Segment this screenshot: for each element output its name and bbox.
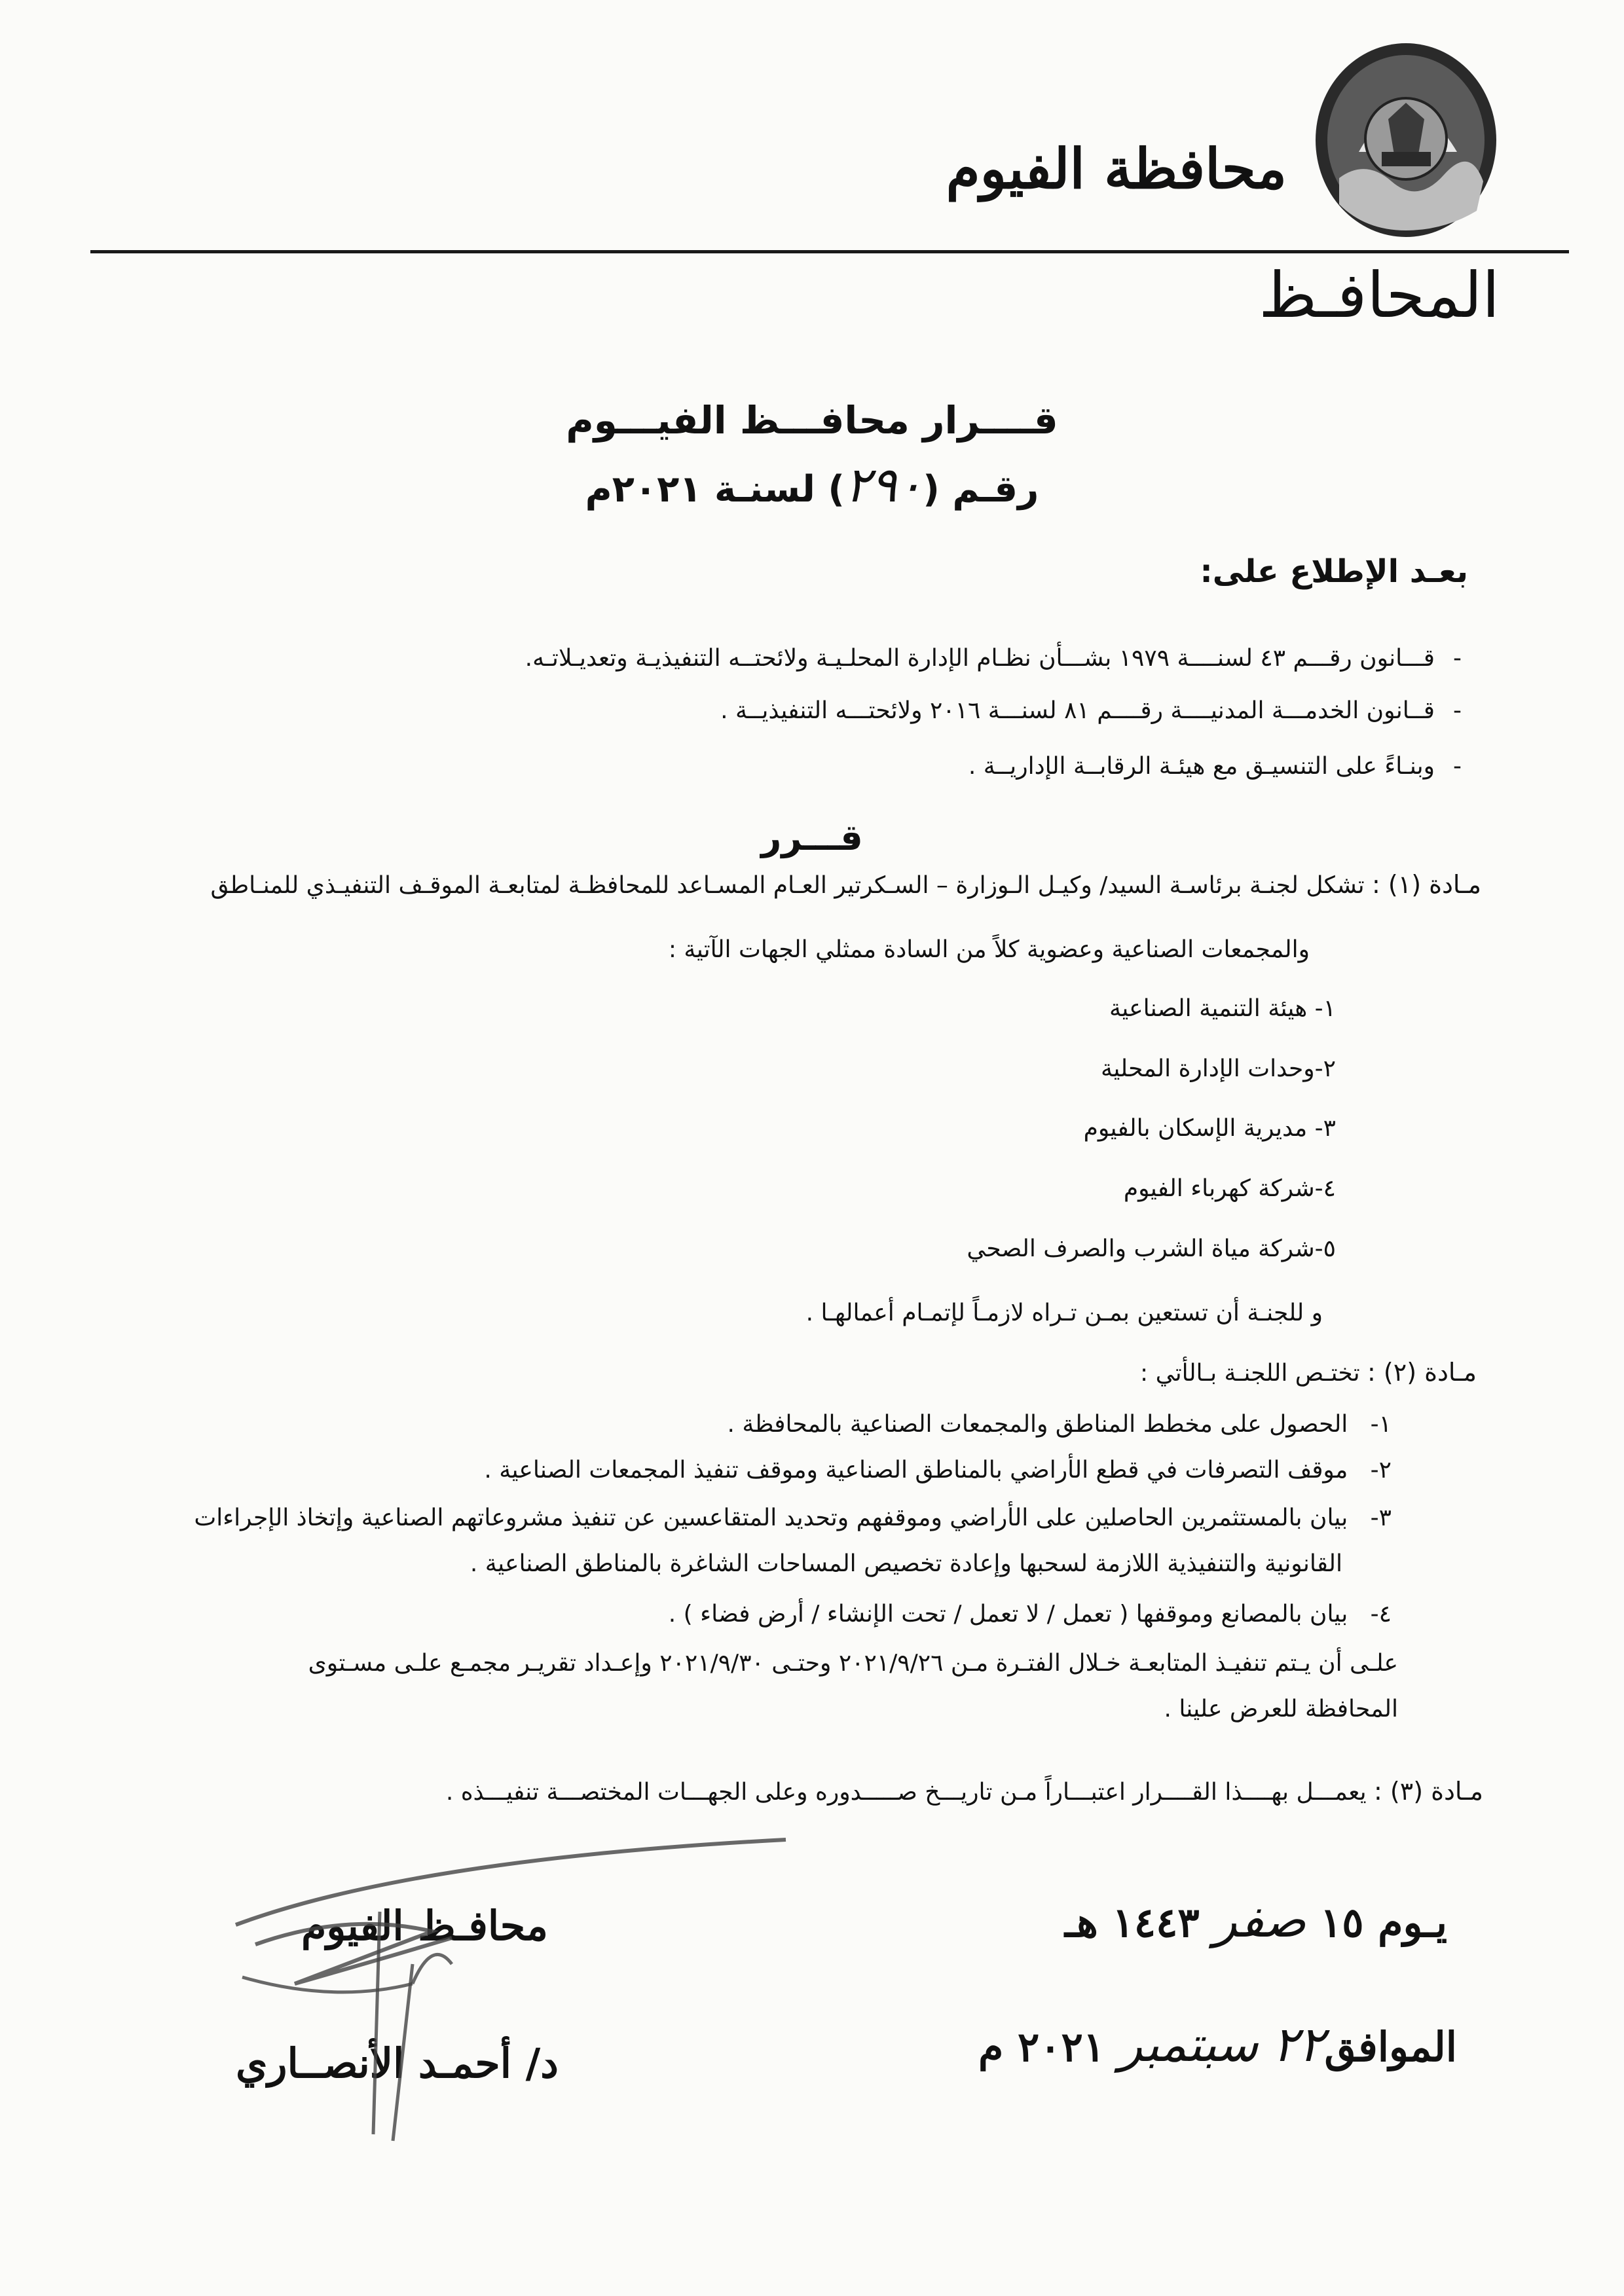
article1-closing: و للجنـة أن تستعين بمـن تـراه لازمـاً لإتمـام أعمالهـا . xyxy=(805,1300,1323,1326)
article1-line2: والمجمعات الصناعية وعضوية كلاً من السادة ممثلي الجهات الآتية : xyxy=(668,936,1310,963)
committee-member: ٣- مديرية الإسكان بالفيوم xyxy=(1083,1115,1336,1142)
article3-label: مـادة (٣) : xyxy=(1374,1777,1483,1806)
article1-text: تشكل لجنـة برئاسـة السيد/ وكيـل الـوزارة – السـكرتير العـام المسـاعد للمحافظـة لمتابعـة الموقـف التنفيـذي للمنـاطق xyxy=(210,872,1365,899)
decree-number-prefix: رقـم ( xyxy=(923,468,1039,511)
article2-item xyxy=(194,1504,1392,1531)
article3 xyxy=(446,1777,1483,1806)
article2-followup: المحافظة للعرض علينا . xyxy=(1164,1696,1398,1722)
committee-member: ٤-شركة كهرباء الفيوم xyxy=(1123,1175,1336,1202)
preamble-item-text: وبنـاءً على التنسيـق مع هيئـة الرقابــة الإداريــة . xyxy=(968,753,1435,780)
article1-line1 xyxy=(145,871,1481,900)
gregorian-prefix: الموافق xyxy=(1324,2023,1457,2071)
article3-text: يعمـــل بهــــذا القــــرار اعتبـــاراً مـن تاريـــخ صـــــدوره وعلى الجهـــات المختصـــة تنفيـــذه . xyxy=(445,1779,1367,1806)
signatory-title: محافـظ الفيوم xyxy=(301,1902,548,1950)
article1-label: مـادة (١) : xyxy=(1372,870,1481,899)
item-text: الحصول على مخطط المناطق والمجمعات الصناعية بالمحافظة . xyxy=(727,1411,1348,1438)
article2-item-continuation: القانونية والتنفيذية اللازمة لسحبها وإعادة تخصيص المساحات الشاغرة بالمناطق الصناعية . xyxy=(470,1550,1342,1577)
header-divider xyxy=(90,250,1569,253)
bullet-dash: - xyxy=(1453,697,1462,724)
decree-number-suffix: ) لسنـة ٢٠٢١م xyxy=(585,468,845,511)
preamble-item xyxy=(969,753,1462,780)
preamble-heading: بعـد الإطلاع على: xyxy=(1200,553,1468,590)
article2-heading xyxy=(1140,1358,1477,1387)
handwritten-signature xyxy=(216,1833,805,2160)
item-number: ٤- xyxy=(1370,1601,1392,1628)
item-number: ٣- xyxy=(1370,1504,1392,1531)
hijri-day: يـوم ١٥ xyxy=(1320,1899,1447,1946)
article2-followup: علـى أن يـتم تنفيـذ المتابعـة خـلال الفتـرة مـن ٢٠٢١/٩/٢٦ وحتـى ٢٠٢١/٩/٣٠ وإعـداد تقريـر مجمـع علـى مسـتوى xyxy=(308,1650,1398,1677)
preamble-item-text: قــانون الخدمـــة المدنيــــة رقــــم ٨١ لسنـــة ٢٠١٦ ولائحتـــه التنفيذيــة . xyxy=(720,697,1435,724)
article2-intro: تختـص اللجنـة بـالأتي : xyxy=(1140,1360,1360,1387)
decree-title: قــــرار محافـــظ الفيـــوم xyxy=(566,398,1058,443)
governorate-seal-logo xyxy=(1313,41,1500,240)
item-text: بيان بالمستثمرين الحاصلين على الأراضي وموقفهم وتحديد المتقاعسين عن تنفيذ مشروعاتهم الصناعية وإتخاذ الإجراءات xyxy=(194,1504,1348,1531)
committee-member: ٥-شركة مياة الشرب والصرف الصحي xyxy=(967,1235,1336,1262)
item-number: ١- xyxy=(1370,1411,1392,1438)
item-number: ٢- xyxy=(1370,1457,1392,1484)
gregorian-day-handwritten: ٢٢ xyxy=(1272,2016,1325,2073)
resolve-heading: قـــرر xyxy=(761,817,863,858)
preamble-item xyxy=(720,697,1462,724)
hijri-date xyxy=(1065,1892,1447,1948)
preamble-item-text: قـــانون رقـــم ٤٣ لسنــــة ١٩٧٩ بشـــأن نظـام الإدارة المحلـيـة ولائحتــه التنفيذيـة وتعديـلاتـه. xyxy=(525,645,1435,672)
hijri-year: ١٤٤٣ هـ xyxy=(1065,1899,1200,1946)
decree-number-handwritten: ٢٩٠ xyxy=(845,457,923,513)
article2-item xyxy=(728,1411,1392,1438)
decree-number xyxy=(0,457,1624,513)
signatory-name: د/ أحمـد الأنصــاري xyxy=(236,2039,559,2087)
hijri-month-handwritten: صفر xyxy=(1213,1892,1306,1948)
governorate-title: محافظة الفيوم xyxy=(946,136,1287,201)
item-text: بيان بالمصانع وموقفها ( تعمل / لا تعمل / تحت الإنشاء / أرض فضاء ) . xyxy=(668,1601,1348,1628)
committee-member: ١- هيئة التنمية الصناعية xyxy=(1109,995,1336,1022)
committee-member: ٢-وحدات الإدارة المحلية xyxy=(1101,1055,1336,1082)
bullet-dash: - xyxy=(1453,753,1462,780)
article2-label: مـادة (٢) : xyxy=(1367,1358,1477,1387)
gregorian-month-handwritten: سبتمبر xyxy=(1118,2016,1259,2073)
gregorian-date xyxy=(978,2016,1457,2073)
bullet-dash: - xyxy=(1453,645,1462,672)
item-text: موقف التصرفات في قطع الأراضي بالمناطق الصناعية وموقف تنفيذ المجمعات الصناعية . xyxy=(484,1457,1348,1484)
gregorian-year: ٢٠٢١ م xyxy=(978,2023,1105,2071)
office-title: المحافـظ xyxy=(1259,259,1500,332)
article2-item xyxy=(484,1457,1392,1484)
article2-item xyxy=(669,1601,1392,1628)
preamble-item xyxy=(525,645,1462,672)
